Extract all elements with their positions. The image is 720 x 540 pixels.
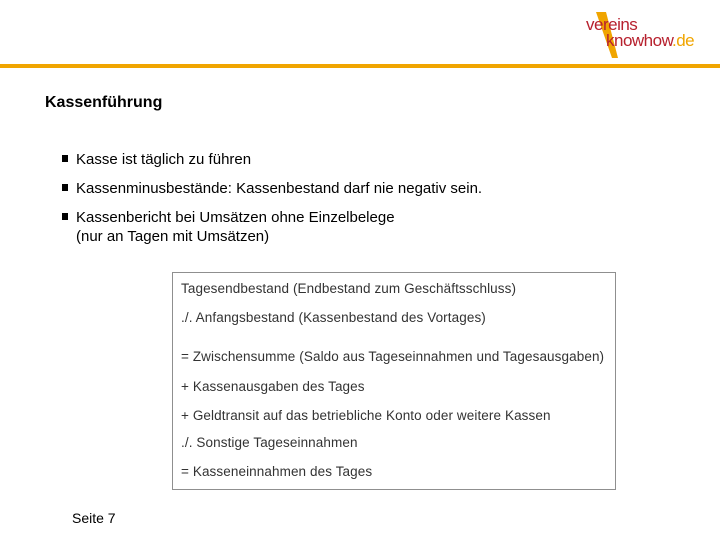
table-row: ./. Anfangsbestand (Kassenbestand des Vortages): [181, 310, 486, 325]
bullet-marker: [62, 213, 68, 220]
bullet-item: [62, 208, 662, 246]
slide-title: Kassenführung: [45, 94, 163, 111]
logo-text-top: vereins: [586, 15, 638, 34]
logo-text-bottom: knowhow: [606, 31, 674, 50]
bullet-item: [62, 150, 662, 169]
vereinsknowhow-logo: [578, 6, 698, 62]
bullet-text: bei Umsätzen ohne Einzelbelege: [171, 209, 395, 226]
calculation-table-image: [172, 272, 616, 490]
header-divider: [0, 64, 720, 68]
page-number: Seite 7: [72, 510, 116, 526]
table-row: = Zwischensumme (Saldo aus Tageseinnahmen und Tagesausgaben): [181, 349, 605, 364]
bullet-continuation: (nur an Tagen mit Umsätzen): [76, 228, 270, 245]
table-row: + Kassenausgaben des Tages: [181, 379, 365, 394]
table-row: + Geldtransit auf das betriebliche Konto oder weitere Kassen: [181, 408, 551, 423]
bullet-bold-text: Kassenminusbestände:: [76, 180, 232, 197]
logo-graphic: [578, 6, 698, 62]
table-row: = Kasseneinnahmen des Tages: [181, 464, 373, 479]
bullet-marker: [62, 184, 68, 191]
bullet-text: Kasse ist täglich zu führen: [76, 151, 252, 168]
table-row: ./. Sonstige Tageseinnahmen: [181, 435, 358, 450]
table-row: Tagesendbestand (Endbestand zum Geschäftsschluss): [181, 281, 517, 296]
bullet-bold-text: Kassenbericht: [76, 209, 172, 226]
bullet-text: Kassenbestand darf nie negativ sein.: [231, 180, 483, 197]
bullet-item: [62, 179, 662, 198]
bullet-list: [62, 150, 662, 256]
bullet-marker: [62, 155, 68, 162]
logo-text-tld: .de: [672, 31, 695, 50]
